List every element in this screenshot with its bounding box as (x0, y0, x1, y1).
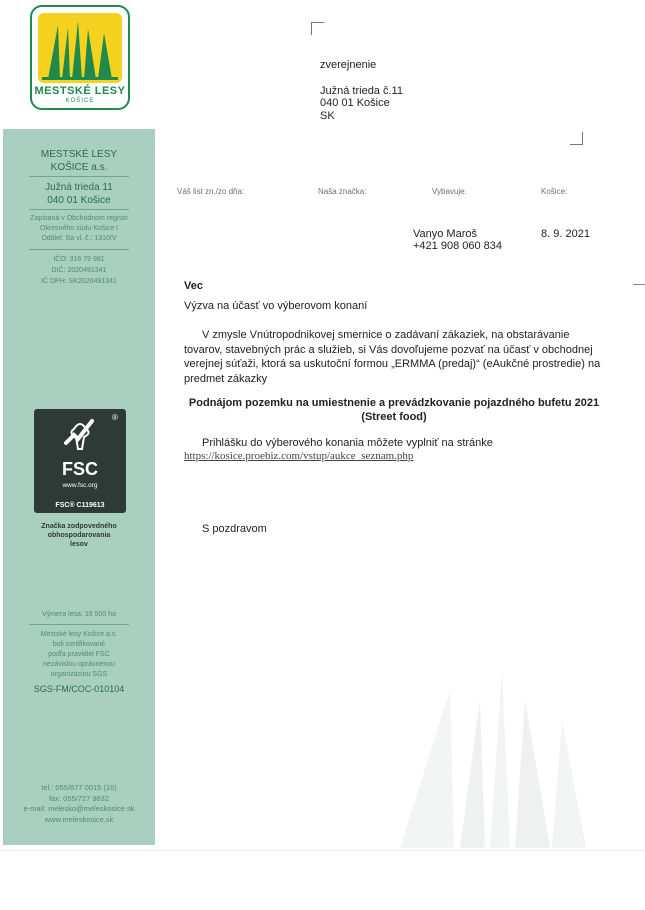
divider (29, 209, 129, 210)
label-handled-by: Vybavuje: (432, 187, 467, 196)
fsc-badge (34, 409, 126, 513)
tree-sail-logo-icon (38, 13, 122, 83)
company-address: Južná trieda 11 040 01 Košice (45, 182, 113, 206)
subject: Výzva na účasť vo výberovom konaní (184, 300, 368, 312)
fsc-code: FSC® C119613 (55, 502, 105, 509)
registered-mark: ® (112, 413, 118, 422)
letter-date: 8. 9. 2021 (541, 228, 590, 240)
fsc-caption: Značka zodpovedného obhospodarovania lesov (41, 523, 117, 548)
auction-link[interactable]: https://kosice.proebiz.com/vstup/aukce_seznam.php (184, 450, 414, 462)
contract-title: Podnájom pozemku na umiestnenie a prevádzkovanie pojazdného bufetu 2021 (Street food) (188, 397, 600, 423)
forest-area: Výmera lesa: 19 500 ha (42, 611, 116, 618)
cert-code: SGS-FM/COC-010104 (33, 684, 125, 694)
recipient-city: 040 01 Košice (320, 97, 390, 109)
divider (29, 249, 129, 250)
recipient-name: zverejnenie (320, 59, 377, 71)
ic-dph: IČ DPH: SK2020491341 (41, 278, 117, 285)
handler-phone: +421 908 060 834 (413, 240, 503, 252)
closing: S pozdravom (202, 523, 267, 535)
divider (29, 624, 129, 625)
label-our-ref: Naša značka: (318, 187, 367, 196)
contact-info: tel.: 055/677 0015 (16) fax: 055/727 9632 e-mail: meleskо@meleskosice.sk www.meleskosice.sk (23, 783, 135, 824)
ico: IČO: 316 79 981 (53, 256, 105, 263)
handler-name: Vanyo Maroš (413, 228, 477, 240)
watermark-logo-icon (390, 670, 590, 855)
recipient-country: SK (320, 110, 335, 122)
label-your-letter: Váš list zn./zo dňa: (177, 187, 245, 196)
apply-text: Prihlášku do výberového konania môžete vyplniť na stránke (202, 437, 493, 449)
registry-info: Zapísaná v Obchodnom registri Okresného súdu Košice I Oddiel: Sa vl. č.: 1310/V (30, 215, 128, 242)
label-place: Košice: (541, 187, 568, 196)
body-paragraph: V zmysle Vnútropodnikovej smernice o zadávaní zákaziek, na obstarávanie tovarov, stavebných prác a služieb, si Vás dovoľujeme pozvať na účasť v obchodnej verejnej súťaži, ktorá sa uskutoční formou „ERMMA (predaj)“ (eAukčné prostredie) na predmet zákazky (184, 329, 601, 385)
address-corner-mark (570, 132, 583, 145)
address-corner-mark (311, 22, 324, 35)
dic: DIČ: 2020491341 (51, 267, 107, 274)
fold-mark (633, 284, 645, 285)
logo-city: KOŠICE (65, 98, 95, 104)
recipient-street: Južná trieda č.11 (320, 85, 403, 97)
fsc-wordmark: FSC (62, 459, 98, 479)
subject-label: Vec (184, 280, 203, 292)
letterhead-sidebar (3, 0, 155, 845)
company-name: MESTSKÉ LESY KOŠICE a.s. (40, 149, 118, 173)
page-bottom-divider (0, 850, 645, 851)
fsc-tree-check-icon (60, 415, 100, 460)
company-logo (30, 5, 130, 110)
certification: Mestské lesy Košice a.s. boli certifikované podľa pravidiel FSC nezávislou oprávnenou organizáciou SGS (40, 631, 118, 678)
divider (29, 176, 129, 177)
logo-name: MESTSKÉ LESY (34, 85, 126, 97)
fsc-url: www.fsc.org (62, 482, 98, 489)
